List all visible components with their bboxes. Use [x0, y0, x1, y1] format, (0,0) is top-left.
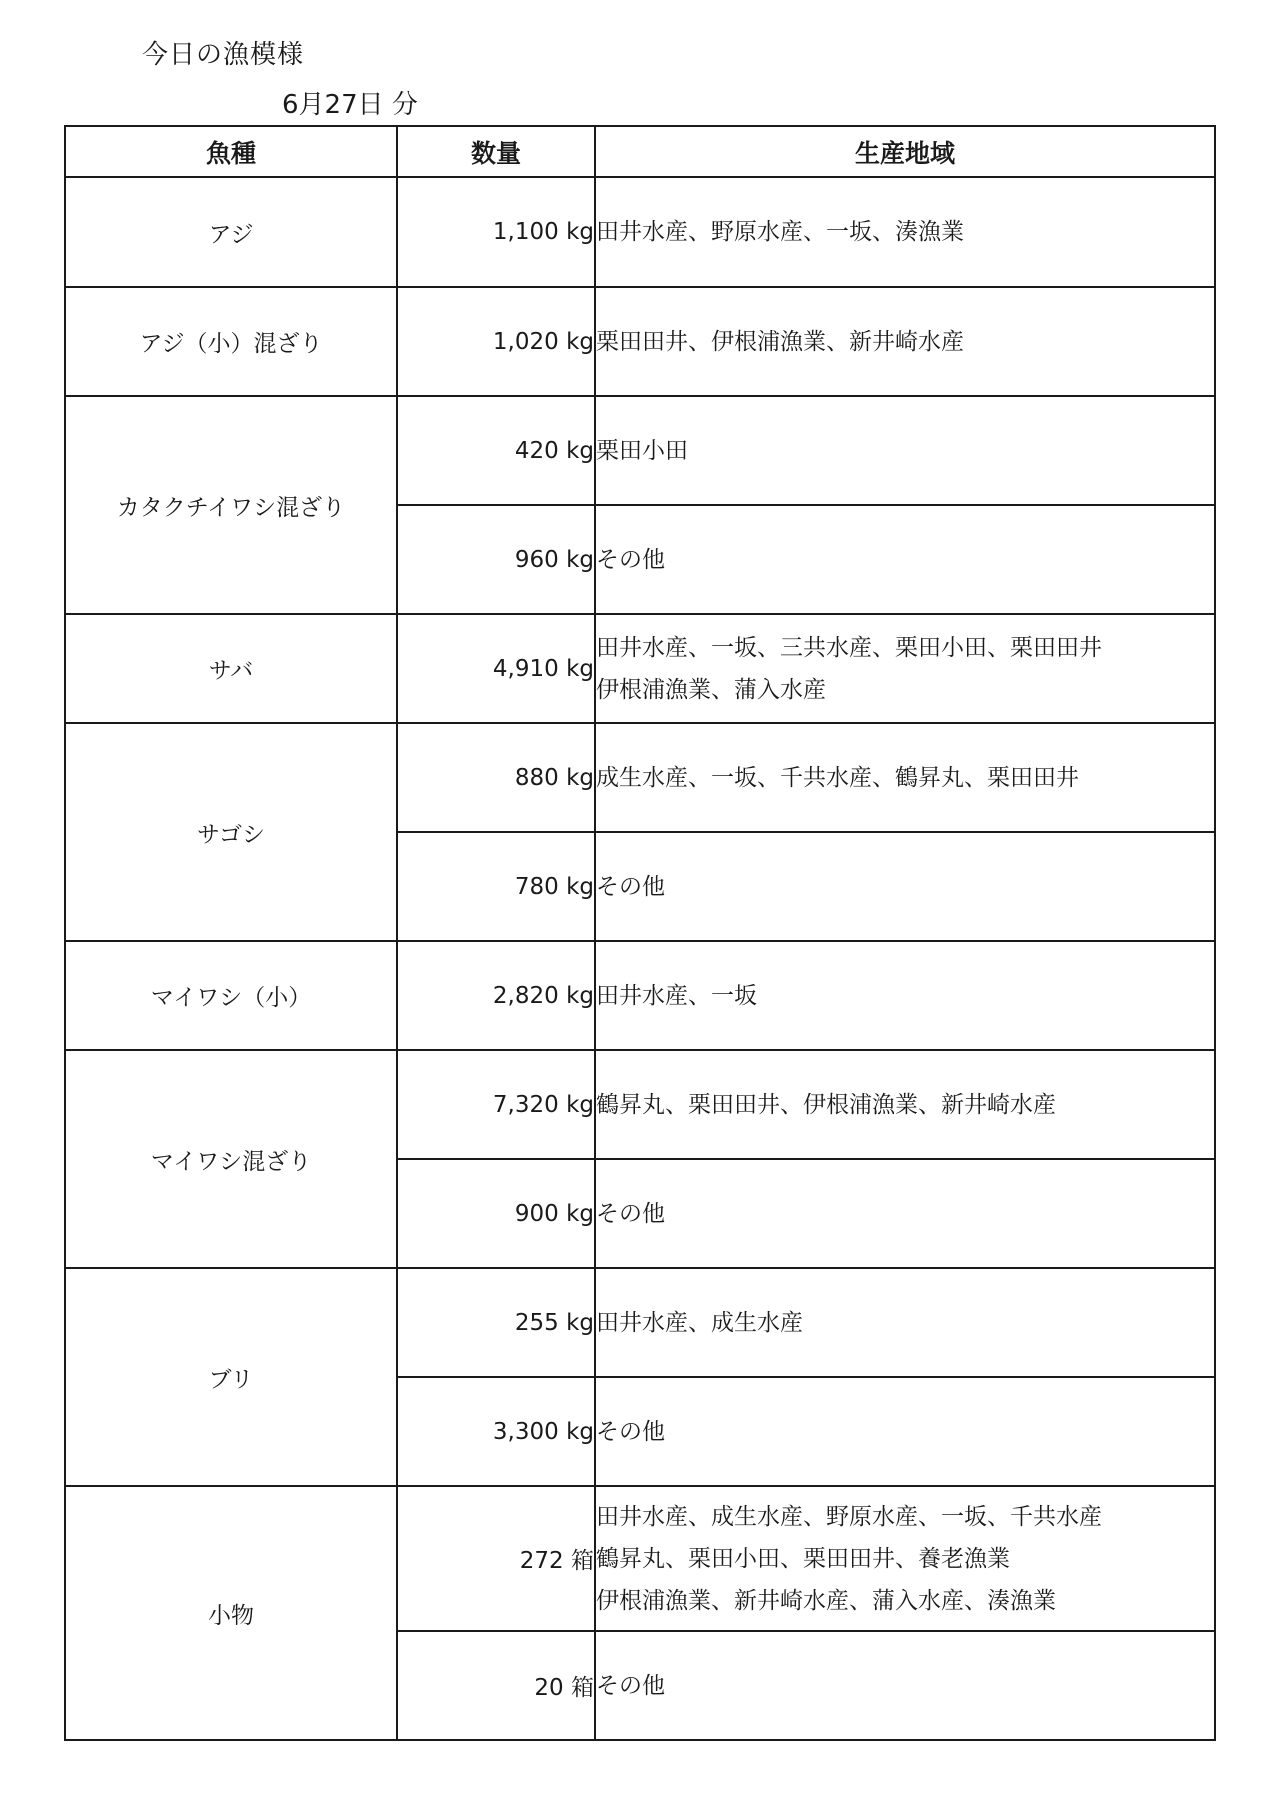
- fish-name: マイワシ混ざり: [65, 1050, 397, 1268]
- quantity-cell: [397, 177, 595, 287]
- fish-name: カタクチイワシ混ざり: [65, 396, 397, 614]
- quantity-value: 1,100: [492, 219, 559, 245]
- table-row: [65, 614, 1215, 723]
- quantity-value: 3,300: [492, 1418, 559, 1445]
- region-line: 栗田小田: [596, 437, 688, 464]
- quantity-unit: kg: [566, 1200, 594, 1227]
- quantity-cell: [397, 1268, 595, 1377]
- fish-name: アジ: [65, 177, 397, 287]
- quantity-unit: kg: [566, 873, 594, 900]
- table-header-row: [65, 126, 1215, 177]
- fish-name: マイワシ（小）: [65, 941, 397, 1050]
- region-cell: [595, 287, 1215, 396]
- region-line: 田井水産、一坂: [596, 982, 757, 1009]
- fish-name: アジ（小）混ざり: [65, 287, 397, 396]
- region-line: 成生水産、一坂、千共水産、鶴昇丸、栗田田井: [596, 764, 1079, 791]
- region-cell: [595, 1159, 1215, 1268]
- quantity-value: 780: [514, 873, 559, 900]
- catch-table: [64, 125, 1216, 1741]
- table-row: [65, 941, 1215, 1050]
- quantity-cell: [397, 1377, 595, 1486]
- quantity-value: 2,820: [492, 982, 559, 1009]
- region-cell: [595, 1377, 1215, 1486]
- header-fish: 魚種: [65, 126, 397, 177]
- quantity-value: 960: [514, 546, 559, 573]
- region-cell: [595, 1486, 1215, 1631]
- table-row: [65, 723, 1215, 832]
- region-line: 田井水産、一坂、三共水産、栗田小田、栗田田井: [596, 634, 1102, 661]
- quantity-cell: [397, 287, 595, 396]
- quantity-unit: kg: [566, 982, 594, 1009]
- quantity-cell: [397, 614, 595, 723]
- quantity-cell: [397, 832, 595, 941]
- quantity-value: 255: [514, 1309, 559, 1336]
- region-line: 田井水産、成生水産: [596, 1309, 803, 1336]
- quantity-cell: [397, 396, 595, 505]
- region-cell: [595, 723, 1215, 832]
- region-line: 伊根浦漁業、蒲入水産: [596, 676, 826, 703]
- region-line: 栗田田井、伊根浦漁業、新井崎水産: [596, 328, 964, 355]
- region-line: 伊根浦漁業、新井崎水産、蒲入水産、湊漁業: [596, 1587, 1056, 1614]
- quantity-unit: 箱: [571, 1675, 594, 1701]
- region-line: その他: [596, 873, 665, 900]
- quantity-value: 900: [514, 1200, 559, 1227]
- region-cell: [595, 832, 1215, 941]
- quantity-unit: kg: [566, 764, 594, 791]
- quantity-cell: [397, 723, 595, 832]
- table-row: [65, 287, 1215, 396]
- region-cell: [595, 1268, 1215, 1377]
- quantity-unit: kg: [566, 655, 594, 682]
- page-title: 今日の漁模様: [142, 40, 305, 70]
- quantity-unit: kg: [566, 1418, 594, 1445]
- region-cell: [595, 614, 1215, 723]
- region-cell: [595, 941, 1215, 1050]
- table-row: [65, 1050, 1215, 1159]
- quantity-value: 272: [519, 1548, 564, 1574]
- fish-name: サゴシ: [65, 723, 397, 941]
- region-cell: [595, 1050, 1215, 1159]
- fish-name: ブリ: [65, 1268, 397, 1486]
- quantity-unit: kg: [566, 437, 594, 464]
- quantity-unit: kg: [566, 1091, 594, 1118]
- quantity-cell: [397, 505, 595, 614]
- quantity-unit: kg: [566, 219, 594, 245]
- region-line: その他: [596, 546, 665, 573]
- region-line: 鶴昇丸、栗田田井、伊根浦漁業、新井崎水産: [596, 1091, 1056, 1118]
- quantity-cell: [397, 1050, 595, 1159]
- region-cell: [595, 177, 1215, 287]
- table-row: [65, 177, 1215, 287]
- region-line: 鶴昇丸、栗田小田、栗田田井、養老漁業: [596, 1545, 1010, 1572]
- region-cell: [595, 505, 1215, 614]
- region-line: 田井水産、成生水産、野原水産、一坂、千共水産: [596, 1503, 1102, 1530]
- fish-name: 小物: [65, 1486, 397, 1740]
- header-region: 生産地域: [595, 126, 1215, 177]
- quantity-value: 880: [514, 764, 559, 791]
- quantity-value: 7,320: [492, 1091, 559, 1118]
- quantity-cell: [397, 1631, 595, 1740]
- quantity-cell: [397, 941, 595, 1050]
- table-row: [65, 1486, 1215, 1631]
- fish-name: サバ: [65, 614, 397, 723]
- quantity-value: 20: [534, 1675, 564, 1701]
- region-line: その他: [596, 1200, 665, 1227]
- quantity-value: 1,020: [492, 328, 559, 355]
- table-row: [65, 396, 1215, 505]
- region-line: その他: [596, 1418, 665, 1445]
- region-cell: [595, 396, 1215, 505]
- quantity-cell: [397, 1159, 595, 1268]
- quantity-value: 420: [514, 437, 559, 464]
- quantity-value: 4,910: [492, 655, 559, 682]
- quantity-unit: 箱: [571, 1548, 594, 1574]
- header-quantity: 数量: [397, 126, 595, 177]
- quantity-cell: [397, 1486, 595, 1631]
- region-line: 田井水産、野原水産、一坂、湊漁業: [596, 219, 964, 245]
- region-line: その他: [596, 1672, 665, 1699]
- quantity-unit: kg: [566, 546, 594, 573]
- quantity-unit: kg: [566, 328, 594, 355]
- quantity-unit: kg: [566, 1309, 594, 1336]
- table-row: [65, 1268, 1215, 1377]
- report-date: 6月27日 分: [282, 90, 418, 120]
- region-cell: [595, 1631, 1215, 1740]
